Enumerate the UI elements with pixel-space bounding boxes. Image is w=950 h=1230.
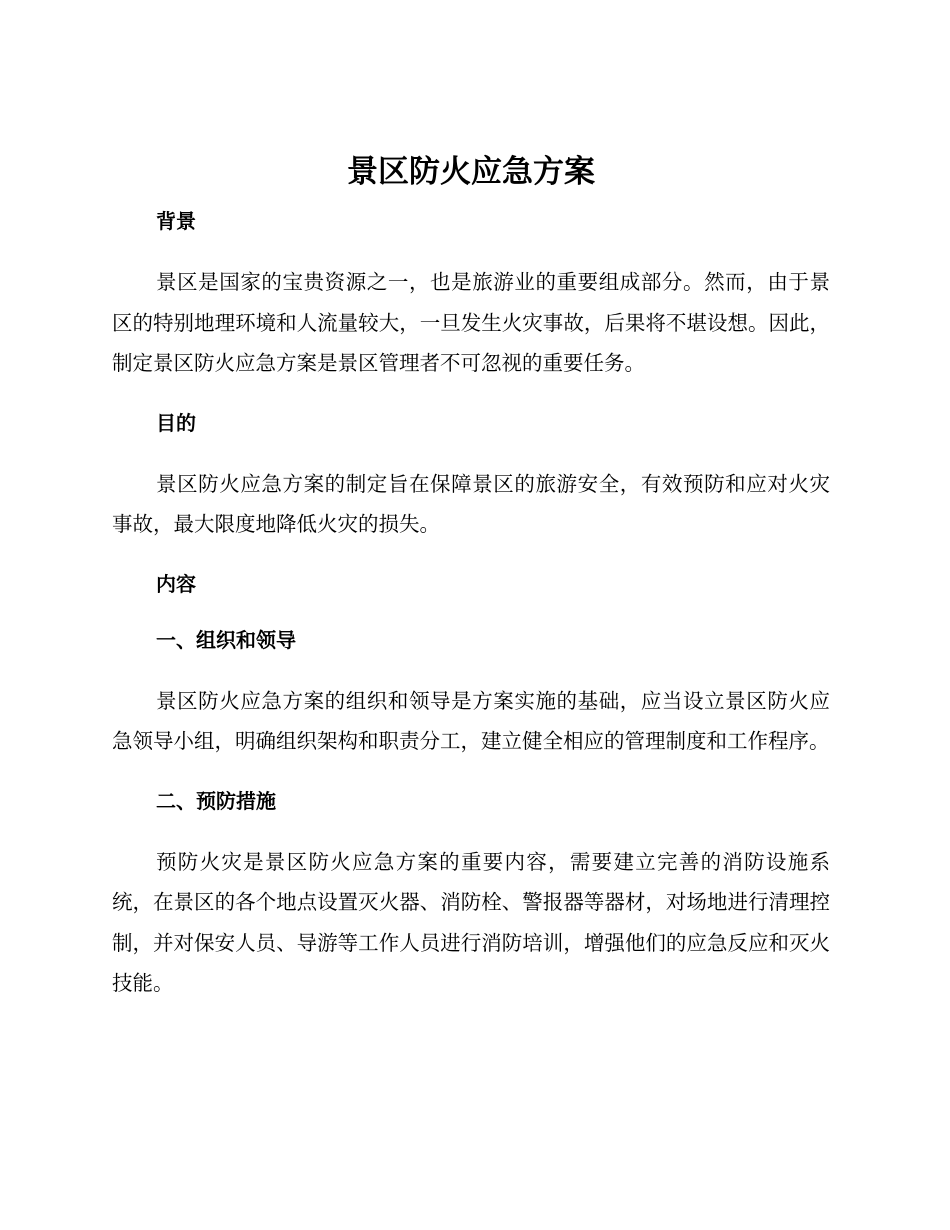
section-heading-purpose: 目的 [156, 410, 196, 435]
paragraph-background: 景区是国家的宝贵资源之一，也是旅游业的重要组成部分。然而，由于景区的特别地理环境和人流量较大，一旦发生火灾事故，后果将不堪设想。因此，制定景区防火应急方案是景区管理者不可忽视的重要任务。 [112, 270, 830, 375]
section-heading-background: 背景 [156, 209, 196, 233]
subsection-heading-organization: 一、组织和领导 [156, 627, 296, 652]
section-heading-content: 内容 [156, 571, 196, 596]
paragraph-organization: 景区防火应急方案的组织和领导是方案实施的基础，应当设立景区防火应急领导小组，明确组织架构和职责分工，建立健全相应的管理制度和工作程序。 [112, 688, 830, 753]
paragraph-prevention: 预防火灾是景区防火应急方案的重要内容，需要建立完善的消防设施系统，在景区的各个地点设置灭火器、消防栓、警报器等器材，对场地进行清理控制，并对保安人员、导游等工作人员进行消防培训，增强他们的应急反应和灭火技能。 [112, 849, 830, 995]
paragraph-purpose: 景区防火应急方案的制定旨在保障景区的旅游安全，有效预防和应对火灾事故，最大限度地降低火灾的损失。 [112, 471, 830, 536]
document-title: 景区防火应急方案 [347, 154, 595, 190]
subsection-heading-prevention: 二、预防措施 [156, 788, 276, 813]
document-page [112, 150, 830, 1028]
